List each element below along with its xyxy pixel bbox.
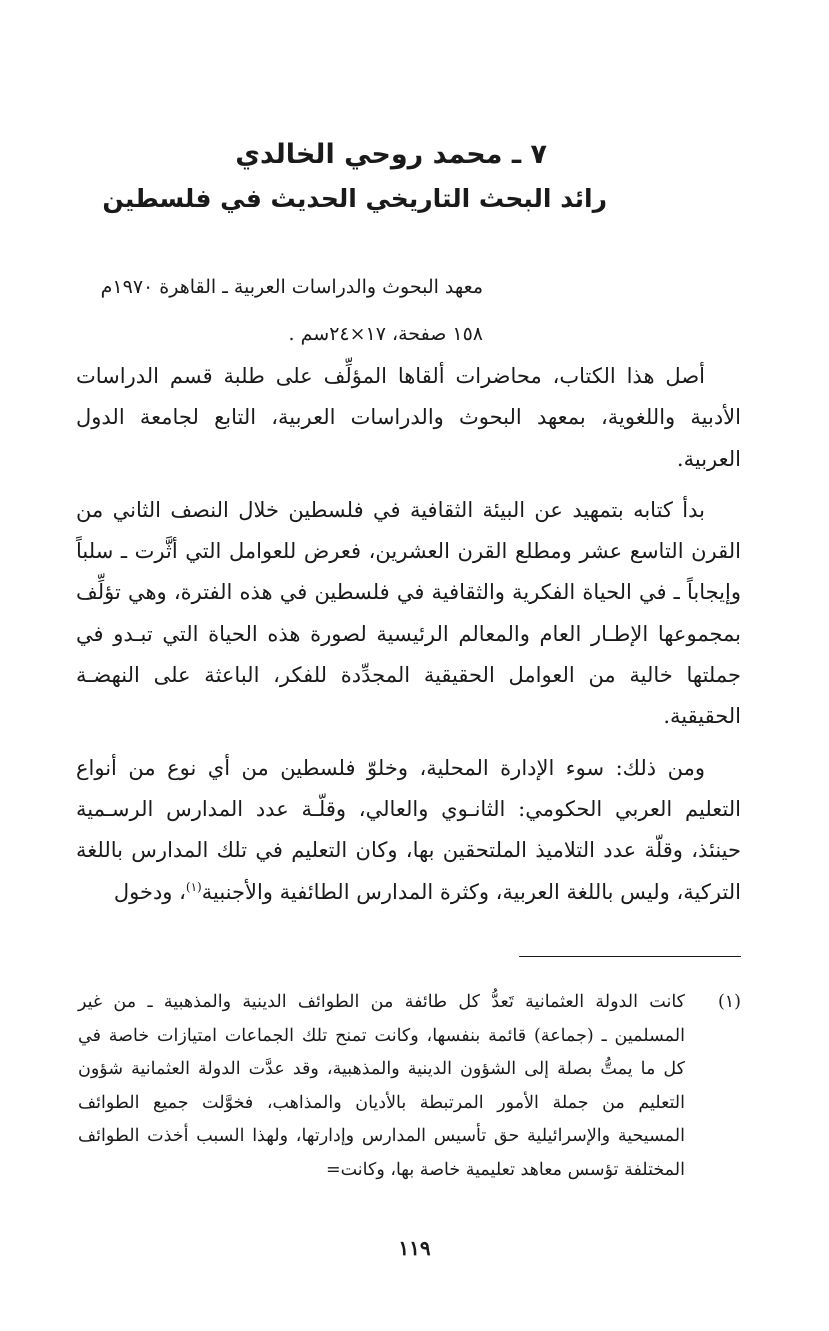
footnote-number: (١) <box>717 992 741 1012</box>
footnote <box>78 986 741 1187</box>
paragraph-2: بدأ كتابه بتمهيد عن البيئة الثقافية في فلسطين خلال النصف الثاني من القرن التاسع عشر ومطلع القرن العشرين، فعرض للعوامل التي أثَّرت ـ سلباً وإيجاباً ـ في الحياة الفكرية والثقافية في فلسطين في هذه الفترة، وهي تؤلِّف بمجموعها الإطـار العام والمعالم الرئيسية لصورة هذه الحياة التي تبـدو في جملتها خالية من العوامل الحقيقية المجدِّدة للفكر، الباعثة على النهضـة الحقيقية. <box>76 497 741 729</box>
paragraph-3 <box>76 748 741 913</box>
paragraph-3-text: ومن ذلك: سوء الإدارة المحلية، وخلوّ فلسطين من أي نوع من أنواع التعليم العربي الحكومي: الثانـوي والعالي، وقلّـة عدد المدارس الرسـمية حينئذ، وقلّة عدد التلاميذ الملتحقين بها، وكان التعليم في تلك المدارس باللغة التركية، وليس باللغة العربية، وكثرة المدارس الطائفية والأجنبية <box>76 755 741 904</box>
publication-info <box>70 264 483 358</box>
page-number: ١١٩ <box>398 1236 431 1260</box>
chapter-subtitle: رائد البحث التاريخي الحديث في فلسطين <box>102 184 607 213</box>
chapter-title: ٧ ـ محمد روحي الخالدي <box>235 139 547 170</box>
page-count-line: ١٥٨ صفحة، ١٧×٢٤سم . <box>288 323 483 345</box>
footnote-divider <box>519 956 741 957</box>
chapter-heading <box>80 133 607 221</box>
footnote-text: كانت الدولة العثمانية تَعدُّ كل طائفة من الطوائف الدينية والمذهبية ـ من غير المسلمين ـ (جماعة) قائمة بنفسها، وكانت تمنح تلك الجماعات امتيازات خاصة في كل ما يمتُّ بصلة إلى الشؤون الدينية والمذهبية، وقد عدَّت الدولة العثمانية شؤون التعليم من جملة الأمور المرتبطة بالأديان والمذاهب، فخوَّلت جميع الطوائف المسيحية والإسرائيلية حق تأسيس المدارس وإدارتها، ولهذا السبب أخذت الطوائف المختلفة تؤسس معاهد تعليمية خاصة بها، وكانت= <box>78 992 685 1180</box>
paragraph-3-tail: ، ودخول <box>113 879 186 904</box>
publisher-line: معهد البحوث والدراسات العربية ـ القاهرة ١٩٧٠م <box>100 276 483 298</box>
main-text <box>76 356 741 923</box>
footnote-reference: (١) <box>185 879 202 894</box>
paragraph-1: أصل هذا الكتاب، محاضرات ألقاها المؤلِّف على طلبة قسم الدراسات الأدبية واللغوية، بمعهد البحوث والدراسات العربية، التابع لجامعة الدول العربية. <box>76 364 741 471</box>
